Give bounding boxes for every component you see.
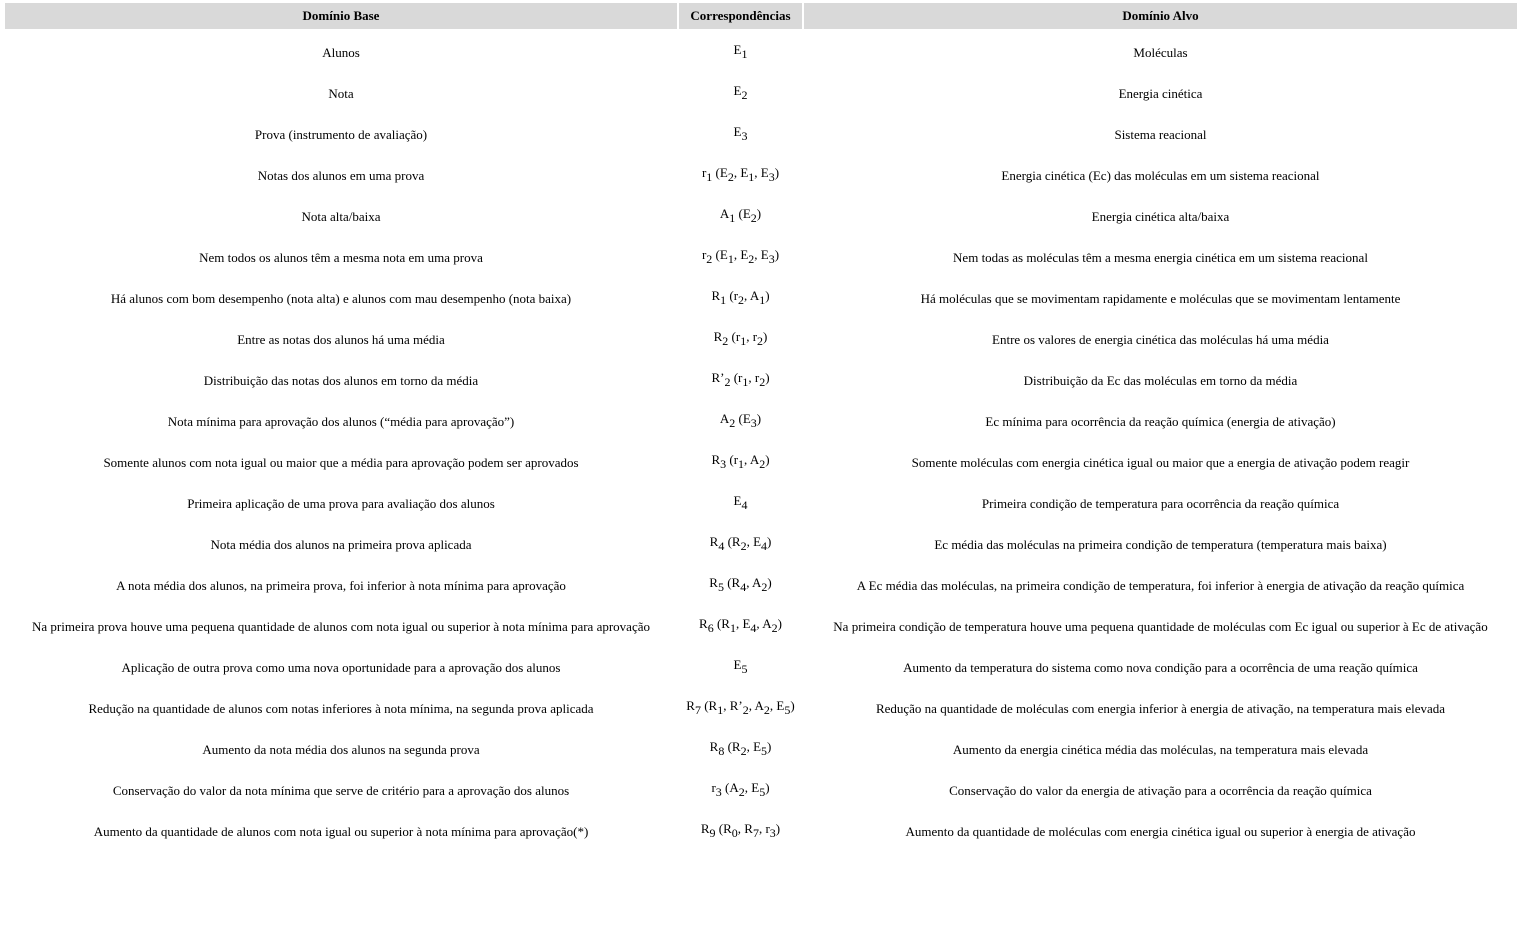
correspondence-cell: [679, 111, 802, 152]
analogy-mapping-table: [3, 3, 1519, 852]
correspondence-subscript: 7: [752, 825, 759, 840]
correspondence-cell: [679, 726, 802, 767]
base-domain-cell: Conservação do valor da nota mínima que serve de critério para a aprovação dos alunos: [112, 782, 570, 798]
correspondence-symbol: E: [733, 656, 742, 672]
table-row: [5, 114, 1517, 155]
target-domain-cell: Sistema reacional: [1114, 126, 1207, 142]
table-row: [5, 729, 1517, 770]
correspondence-subscript: 2: [759, 374, 766, 389]
correspondence-cell: [679, 26, 802, 70]
correspondence-cell: [679, 521, 802, 562]
base-domain-cell: A nota média dos alunos, na primeira prova, foi inferior à nota mínima para aprovação: [116, 577, 566, 593]
correspondence-subscript: 2: [741, 87, 748, 102]
correspondence-symbol: R: [699, 615, 708, 631]
correspondence-symbol: ): [775, 820, 781, 836]
base-domain-cell: Aumento da quantidade de alunos com nota igual ou superior à nota mínima para aprovação(*): [93, 823, 589, 839]
correspondence-subscript: 1: [748, 169, 755, 184]
table-row: [5, 401, 1517, 442]
correspondence-subscript: 1: [720, 292, 727, 307]
base-domain-cell: Prova (instrumento de avaliação): [254, 126, 428, 142]
correspondence-symbol: R’: [711, 369, 725, 385]
correspondence-symbol: , E: [746, 533, 762, 549]
correspondence-cell: [679, 562, 802, 603]
correspondence-subscript: 2: [748, 251, 755, 266]
correspondence-symbol: (R: [700, 697, 718, 713]
base-domain-cell: Primeira aplicação de uma prova para avaliação dos alunos: [187, 495, 495, 511]
correspondence-subscript: 1: [729, 620, 736, 635]
base-domain-cell: Somente alunos com nota igual ou maior que a média para aprovação podem ser aprovados: [103, 454, 579, 470]
target-domain-cell: A Ec média das moléculas, na primeira condição de temperatura, foi inferior à energia de ativação da reação química: [856, 577, 1465, 593]
correspondence-subscript: 2: [727, 169, 734, 184]
header-base-domain: Domínio Base: [5, 3, 677, 29]
correspondence-subscript: 3: [769, 825, 776, 840]
table-row: [5, 811, 1517, 852]
correspondence-symbol: E: [733, 492, 742, 508]
correspondence-subscript: 1: [727, 251, 734, 266]
correspondence-subscript: 1: [717, 702, 724, 717]
correspondence-subscript: 4: [750, 620, 757, 635]
target-domain-cell: Aumento da temperatura do sistema como nova condição para a ocorrência de uma reação química: [903, 659, 1418, 675]
table-row: [5, 647, 1517, 688]
correspondence-symbol: ): [777, 615, 782, 631]
correspondence-subscript: 5: [717, 579, 724, 594]
correspondence-subscript: 3: [720, 456, 727, 471]
table-row: [5, 319, 1517, 360]
correspondence-symbol: , E: [733, 246, 749, 262]
correspondence-subscript: 1: [729, 210, 736, 225]
correspondence-symbol: , E: [769, 697, 785, 713]
target-domain-cell: Ec média das moléculas na primeira condição de temperatura (temperatura mais baixa): [934, 536, 1387, 552]
correspondence-subscript: 1: [706, 169, 713, 184]
correspondence-symbol: , E: [754, 246, 769, 262]
correspondence-symbol: r: [711, 779, 716, 795]
table-row: [5, 606, 1517, 647]
target-domain-cell: Na primeira condição de temperatura houve uma pequena quantidade de moléculas com Ec igual ou superior à Ec de ativação: [833, 618, 1488, 634]
target-domain-cell: Somente moléculas com energia cinética igual ou maior que a energia de ativação podem reagir: [911, 454, 1410, 470]
correspondence-symbol: ): [765, 287, 770, 303]
correspondence-subscript: 5: [759, 784, 766, 799]
target-domain-cell: Entre os valores de energia cinética das moléculas há uma média: [992, 331, 1329, 347]
correspondence-cell: [679, 275, 802, 316]
correspondence-symbol: (E: [712, 246, 728, 262]
correspondence-symbol: , A: [744, 287, 760, 303]
correspondence-cell: [679, 398, 802, 439]
correspondence-symbol: r: [701, 164, 707, 180]
table-row: [5, 278, 1517, 319]
correspondence-cell: [679, 644, 802, 685]
correspondence-symbol: , E: [735, 615, 751, 631]
correspondence-symbol: ): [765, 779, 770, 795]
correspondence-symbol: , A: [744, 451, 760, 467]
correspondence-symbol: , r: [748, 369, 760, 385]
target-domain-cell: Distribuição da Ec das moléculas em torno da média: [1023, 372, 1298, 388]
correspondence-subscript: 2: [738, 784, 745, 799]
correspondence-symbol: (R: [713, 615, 730, 631]
correspondence-subscript: 2: [738, 292, 745, 307]
correspondence-subscript: 4: [741, 497, 748, 512]
correspondence-subscript: 3: [768, 251, 775, 266]
correspondence-subscript: 2: [729, 415, 736, 430]
correspondence-subscript: 2: [706, 251, 713, 266]
base-domain-cell: Há alunos com bom desempenho (nota alta) e alunos com mau desempenho (nota baixa): [110, 290, 572, 306]
correspondence-symbol: R: [713, 328, 723, 344]
correspondence-cell: [679, 234, 802, 275]
correspondence-symbol: R: [686, 697, 695, 713]
correspondence-subscript: 3: [715, 784, 722, 799]
correspondence-subscript: 2: [757, 333, 764, 348]
correspondence-symbol: E: [733, 41, 742, 57]
correspondence-subscript: 8: [718, 743, 725, 758]
correspondence-subscript: 3: [750, 415, 757, 430]
correspondence-subscript: 5: [761, 743, 768, 758]
correspondence-symbol: ): [790, 697, 795, 713]
table-row: [5, 565, 1517, 606]
correspondence-symbol: A: [719, 205, 730, 221]
table-row: [5, 360, 1517, 401]
table-row: [5, 770, 1517, 811]
correspondence-symbol: E: [733, 82, 742, 98]
correspondence-symbol: ): [763, 328, 768, 344]
correspondence-subscript: 2: [771, 620, 778, 635]
table-row: [5, 73, 1517, 114]
correspondence-subscript: 0: [731, 825, 738, 840]
correspondence-symbol: ): [774, 246, 780, 262]
table-row: [5, 237, 1517, 278]
base-domain-cell: Nem todos os alunos têm a mesma nota em uma prova: [199, 249, 483, 265]
correspondence-symbol: , A: [748, 697, 764, 713]
correspondence-symbol: (r: [730, 369, 743, 385]
correspondence-symbol: R: [709, 533, 719, 549]
base-domain-cell: Entre as notas dos alunos há uma média: [237, 331, 445, 347]
correspondence-subscript: 2: [761, 579, 768, 594]
correspondence-subscript: 1: [741, 46, 748, 61]
correspondence-symbol: , A: [746, 574, 762, 590]
correspondence-subscript: 4: [718, 538, 725, 553]
correspondence-cell: [679, 603, 802, 644]
target-domain-cell: Aumento da quantidade de moléculas com energia cinética igual ou superior à energia de ativação: [905, 823, 1416, 839]
base-domain-cell: Notas dos alunos em uma prova: [257, 167, 425, 183]
correspondence-subscript: 2: [759, 456, 766, 471]
target-domain-cell: Redução na quantidade de moléculas com energia inferior à energia de ativação, na temperatura mais elevada: [875, 700, 1446, 716]
correspondence-cell: [679, 193, 802, 234]
correspondence-subscript: 6: [707, 620, 714, 635]
correspondence-symbol: , R’: [723, 697, 743, 713]
correspondence-symbol: , E: [744, 779, 760, 795]
correspondence-symbol: (r: [726, 287, 739, 303]
correspondence-symbol: (R: [715, 820, 732, 836]
correspondence-cell: [679, 480, 802, 521]
target-domain-cell: Ec mínima para ocorrência da reação química (energia de ativação): [985, 413, 1336, 429]
correspondence-symbol: , r: [746, 328, 758, 344]
correspondence-symbol: (E: [735, 410, 751, 426]
table-row: [5, 483, 1517, 524]
correspondence-cell: [679, 316, 802, 357]
correspondence-subscript: 7: [694, 702, 701, 717]
correspondence-subscript: 5: [741, 661, 748, 676]
correspondence-symbol: ): [767, 533, 772, 549]
correspondence-symbol: ): [756, 205, 762, 221]
correspondence-subscript: 3: [741, 128, 748, 143]
base-domain-cell: Na primeira prova houve uma pequena quantidade de alunos com nota igual ou superior à nota mínima para aprovação: [31, 618, 650, 634]
correspondence-symbol: R: [709, 738, 719, 754]
table-row: [5, 155, 1517, 196]
correspondence-symbol: , E: [746, 738, 762, 754]
correspondence-subscript: 4: [740, 579, 747, 594]
target-domain-cell: Nem todas as moléculas têm a mesma energia cinética em um sistema reacional: [953, 249, 1368, 265]
target-domain-cell: Há moléculas que se movimentam rapidamente e moléculas que se movimentam lentamente: [920, 290, 1401, 306]
correspondence-subscript: 2: [724, 374, 731, 389]
correspondence-symbol: , R: [737, 820, 753, 836]
correspondence-subscript: 2: [722, 333, 729, 348]
correspondence-symbol: ): [765, 451, 770, 467]
correspondence-symbol: (E: [735, 205, 751, 221]
target-domain-cell: Moléculas: [1133, 44, 1188, 60]
correspondence-symbol: R: [700, 820, 710, 836]
base-domain-cell: Redução na quantidade de alunos com notas inferiores à nota mínima, na segunda prova aplicada: [88, 700, 594, 716]
correspondence-symbol: r: [701, 246, 707, 262]
correspondence-subscript: 3: [768, 169, 775, 184]
correspondence-symbol: R: [709, 574, 718, 590]
base-domain-cell: Alunos: [322, 44, 360, 60]
correspondence-subscript: 1: [740, 333, 747, 348]
target-domain-cell: Energia cinética: [1118, 85, 1203, 101]
correspondence-subscript: 2: [763, 702, 770, 717]
correspondence-subscript: 2: [740, 538, 747, 553]
correspondence-symbol: (E: [712, 164, 728, 180]
correspondence-cell: [679, 70, 802, 111]
correspondence-cell: [679, 439, 802, 480]
table-body: [5, 29, 1517, 852]
correspondence-symbol: ): [767, 738, 772, 754]
correspondence-subscript: 1: [738, 456, 745, 471]
base-domain-cell: Nota média dos alunos na primeira prova aplicada: [210, 536, 472, 552]
base-domain-cell: Distribuição das notas dos alunos em torno da média: [203, 372, 479, 388]
base-domain-cell: Nota mínima para aprovação dos alunos (“média para aprovação”): [167, 413, 515, 429]
correspondence-symbol: (R: [723, 574, 741, 590]
base-domain-cell: Aplicação de outra prova como uma nova oportunidade para a aprovação dos alunos: [121, 659, 561, 675]
correspondence-subscript: 2: [742, 702, 749, 717]
correspondence-cell: [679, 685, 802, 726]
correspondence-subscript: 4: [761, 538, 768, 553]
correspondence-subscript: 1: [742, 374, 749, 389]
correspondence-symbol: ): [765, 369, 770, 385]
base-domain-cell: Nota alta/baixa: [301, 208, 381, 224]
correspondence-symbol: (A: [721, 779, 739, 795]
correspondence-symbol: , E: [733, 164, 749, 180]
correspondence-cell: [679, 357, 802, 398]
correspondence-cell: [679, 767, 802, 808]
correspondence-subscript: 5: [784, 702, 791, 717]
correspondence-symbol: (r: [726, 451, 739, 467]
correspondence-symbol: (R: [724, 738, 741, 754]
correspondence-cell: [679, 152, 802, 193]
correspondence-subscript: 9: [709, 825, 716, 840]
table-row: [5, 196, 1517, 237]
correspondence-symbol: R: [711, 287, 721, 303]
correspondence-symbol: ): [767, 574, 772, 590]
correspondence-subscript: 1: [759, 292, 766, 307]
base-domain-cell: Aumento da nota média dos alunos na segunda prova: [202, 741, 480, 757]
header-correspondences: Correspondências: [679, 3, 802, 29]
target-domain-cell: Conservação do valor da energia de ativação para a ocorrência da reação química: [949, 782, 1372, 798]
table-row: [5, 29, 1517, 73]
correspondence-symbol: ): [756, 410, 762, 426]
correspondence-symbol: R: [711, 451, 721, 467]
correspondence-symbol: A: [719, 410, 730, 426]
correspondence-symbol: (r: [728, 328, 741, 344]
correspondence-symbol: , A: [756, 615, 772, 631]
correspondence-cell: [679, 808, 802, 849]
correspondence-symbol: , r: [758, 820, 770, 836]
correspondence-symbol: (R: [724, 533, 741, 549]
table-row: [5, 442, 1517, 483]
header-target-domain: Domínio Alvo: [804, 3, 1517, 29]
table-row: [5, 524, 1517, 565]
base-domain-cell: Nota: [328, 85, 354, 101]
correspondence-symbol: E: [733, 123, 742, 139]
target-domain-cell: Aumento da energia cinética média das moléculas, na temperatura mais elevada: [952, 741, 1369, 757]
table-row: [5, 688, 1517, 729]
target-domain-cell: Energia cinética (Ec) das moléculas em um sistema reacional: [1001, 167, 1320, 183]
correspondence-subscript: 2: [740, 743, 747, 758]
correspondence-symbol: ): [774, 164, 780, 180]
correspondence-subscript: 2: [750, 210, 757, 225]
target-domain-cell: Energia cinética alta/baixa: [1091, 208, 1230, 224]
correspondence-symbol: , E: [754, 164, 769, 180]
target-domain-cell: Primeira condição de temperatura para ocorrência da reação química: [981, 495, 1340, 511]
